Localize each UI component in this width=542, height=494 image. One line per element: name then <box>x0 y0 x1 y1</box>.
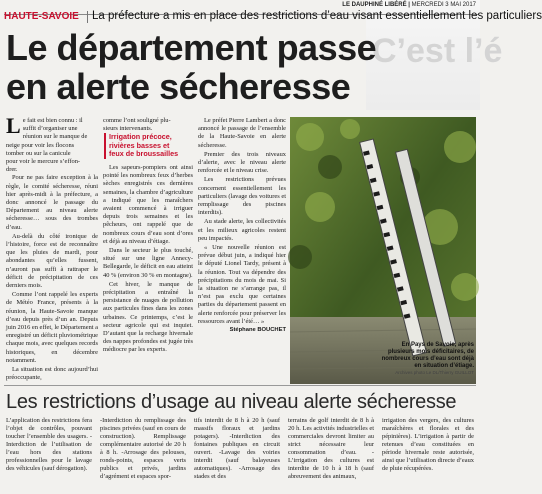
paragraph: Les restrictions prévues concernent essentiellement les particuliers (lavage des voitures et remplissage des piscines interdits). <box>198 176 286 217</box>
paragraph: Au stade alerte, les collectivités et les milieux agricoles restent peu impactés. <box>198 218 286 242</box>
paragraph: irrigation des vergers, des cultures maraîchères et florales et des pépinières). L’irrigation à partir de retenues d’eau constituées en période hivernale reste autorisée, ainsi que l’utilisation directe d’eaux de pluie récupérées. <box>382 417 474 472</box>
paragraph: Comme l’ont rappelé les experts de Météo France, présents à la réunion, la Haute-Savoie manque d’eau depuis près d’un an. Depuis juin 2016 en effet, le Département a enregistré un déficit pluviométrique chaque mois, avec quelques records historiques, en décembre notamment. <box>6 291 98 364</box>
headline-line-1: Le département passe <box>6 27 377 68</box>
paragraph: Premier des trois niveaux d’alerte, avec le niveau alerte renforcée et le niveau crise. <box>198 150 286 175</box>
caption-line: En Pays de Savoie, après <box>401 342 474 348</box>
caption-line: en situation d’étiage. <box>414 363 474 369</box>
article-column-2 <box>103 117 193 133</box>
photo-caption <box>290 342 474 375</box>
paragraph: Au-delà du côté ironique de l’histoire, force est de reconnaître que les pluies de mardi, pour abondantes qu’elles fussent, n’auront pas suffi à rattraper le déficit de précipitation de ces derniers mois. <box>6 232 98 290</box>
bottom-column-3 <box>194 417 280 481</box>
lead-line: e fait est bien connu : il <box>22 117 83 124</box>
sidebar-highlight <box>104 133 179 159</box>
article-column-2-body <box>103 164 193 356</box>
continued-line: sieurs intervenants. <box>103 125 153 133</box>
section-subhead: Les restrictions d’usage au niveau alerte sécheresse <box>6 391 457 413</box>
bottom-column-4 <box>288 417 374 481</box>
lead-line: tomber ou sur la canicule <box>6 149 71 157</box>
paragraph: Dans le secteur le plus touché, situé sur une ligne Annecy-Bellegarde, le déficit en eau atteint 40 % (environ 30 % en montagne). <box>103 247 193 279</box>
lead-line: pour voir le mercure s’effon- <box>6 158 81 166</box>
publication-date: MERCREDI 3 MAI 2017 <box>411 2 476 8</box>
section-divider <box>4 385 476 386</box>
paragraph: Les sapeurs-pompiers ont ainsi pointé les nombreux feux d’herbes sèches enregistrés ces dernières semaines, la chambre d’agriculture a indiqué que les maraîchers avaient commencé à irriguer depuis trois semaines et les pêcheurs, ont rappelé que de nombreux cours d’eau sont d’ores et déjà au niveau d’étiage. <box>103 164 193 245</box>
paragraph: « Une nouvelle réunion est prévue début juin, a indiqué hier le député Lionel Tardy, présent à la réunion. Tout va dépendre des précipitations du mois de mai. Si la situation ne s’arrange pas, il n’est pas exclu que certaines parties du département passent en alerte renforcée pour préserver les ressources avant l’été… » <box>198 244 286 325</box>
lead-line: réunion sur le manque de <box>22 133 88 141</box>
publication-name: LE DAUPHINÉ LIBÉRÉ <box>342 2 407 8</box>
paragraph: Le préfet Pierre Lambert a donc annoncé le passage de l’ensemble de la Haute-Savoie en alerte sécheresse. <box>198 117 286 149</box>
caption-line: plusieurs mois déficitaires, de <box>387 349 474 355</box>
paragraph: terrains de golf interdit de 8 h à 20 h. Les activités industrielles et commerciales devront limiter au strict nécessaire leur consommation d’eau. -L’irrigation des cultures est interdite de 10 h à 18 h (sauf abreuvement des animaux, <box>288 417 374 480</box>
lead-line: neige pour voir les flocons <box>6 141 75 149</box>
article-column-1 <box>6 113 98 384</box>
bottom-column-5 <box>382 417 474 473</box>
rubric-separator <box>87 11 88 23</box>
paragraph: Pour ne pas faire exception à la règle, le comité sécheresse, réuni hier après-midi à la préfecture, a donc annoncé le passage du Département au niveau alerte sécheresse… sous des trombes d’eau. <box>6 174 98 231</box>
background-ghost-text: C’est l’é <box>372 32 503 70</box>
masthead: LE DAUPHINÉ LIBÉRÉ | MERCREDI 3 MAI 2017 <box>342 2 476 8</box>
headline <box>6 28 376 106</box>
paragraph: -Interdiction du remplissage des piscines privées (sauf en cours de construction). Remplissage complémentaire autorisé de 20 h à 8 h. -Arrosage des pelouses, ronds-points, espaces verts publics et privés, jardins d’agrément et espaces spor- <box>100 417 186 480</box>
author-byline: Stéphane BOUCHET <box>229 327 286 334</box>
sidebar-line: Irrigation précoce, <box>109 132 172 141</box>
rubric-line: La préfecture a mis en place des restrictions d’eau visant essentiellement les particuliers <box>92 10 542 22</box>
paragraph: La situation est donc aujourd’hui préoccupante, <box>6 366 98 382</box>
lead-line: drer. <box>6 166 18 174</box>
sidebar-line: feux de broussailles <box>109 149 179 158</box>
article-column-3 <box>198 117 286 333</box>
continued-line: comme l’ont souligné plu- <box>103 117 171 124</box>
bottom-column-1 <box>6 417 92 473</box>
sidebar-line: rivières basses et <box>109 140 170 150</box>
paragraph: tifs interdit de 8 h à 20 h (sauf massifs floraux et jardins potagers). -Interdiction des fontaines publiques en circuit ouvert. -Lavage des voiries interdit (sauf balayeuses automatiques). -Arrosage des stades et des <box>194 417 280 480</box>
headline-line-2: en alerte sécheresse <box>6 66 351 107</box>
paragraph: L’application des restrictions fera l’objet de contrôles, pouvant toucher l’ensemble des usagers. -Interdiction de l’utilisation de l’eau hors des stations professionnelles pour le lavage des véhicules (sauf dérogation). <box>6 417 92 472</box>
bottom-column-2 <box>100 417 186 481</box>
lead-line: suffit d’organiser une <box>22 125 78 133</box>
caption-line: nombreux cours d’eau sont déjà <box>381 356 474 362</box>
dropcap: L <box>6 113 21 138</box>
paragraph: Cet hiver, le manque de précipitation a entraîné la persistance de nuages de pollution aux particules fines dans les zones urbaines. Ce printemps, c’est le secteur agricole qui est inquiet. D’autant que la recharge hivernale des nappes profondes est jugée très médiocre par les experts. <box>103 280 193 354</box>
region-label: HAUTE-SAVOIE <box>4 11 79 22</box>
photo-credit: Archives photo Le DL/Thierry GUILLOT <box>395 370 474 375</box>
